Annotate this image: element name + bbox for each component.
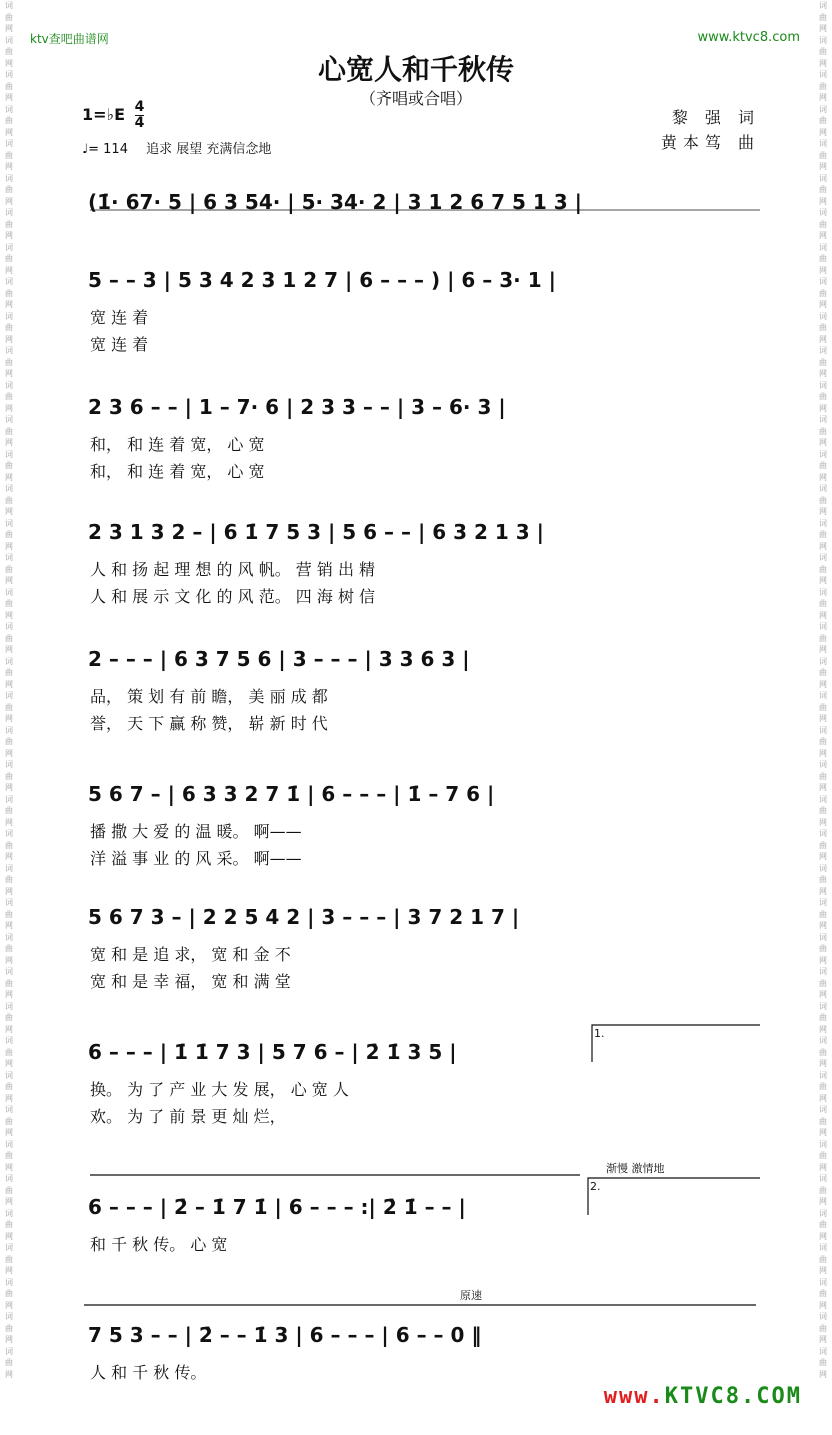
- notation-line-9: 6 – – – | 2̇ – 1̇ 7 1̇ | 6 – – – :| 2̇ 1̇ – – |: [88, 1195, 466, 1219]
- lyric-verse2-line-6: 洋 溢 事 业 的 风 采。 啊——: [90, 849, 302, 868]
- lyric-verse2-line-3: 和， 和 连 着 宽， 心 宽: [90, 462, 265, 481]
- footer-logo-part1: www.: [603, 1384, 665, 1409]
- notation-line-1: (1̇· 67· 5 | 6 3 54· | 5· 34· 2 | 3 1 2 6 7 5 1 3 |: [88, 190, 582, 214]
- site-url-right: www.ktvc8.com: [697, 30, 800, 45]
- lyric-verse1-line-6: 播 撒 大 爱 的 温 暖。 啊——: [90, 822, 302, 841]
- right-watermark-strip: 词曲网词曲网词曲网词曲网词曲网词曲网词曲网词曲网词曲网词曲网词曲网词曲网词曲网词曲网词曲网词曲网词曲网词曲网词曲网词曲网词曲网词曲网词曲网词曲网词曲网词曲网词曲网词曲网词曲网词曲网词曲网词曲网词曲网词曲网词曲网词曲网词曲网词曲网词曲网词曲网: [819, 1, 827, 1379]
- notation-line-4: 2 3 1 3 2 – | 6 1̇ 7 5 3 | 5 6 – – | 6 3 2 1 3 |: [88, 520, 544, 544]
- lyric-verse1-line-3: 和， 和 连 着 宽， 心 宽: [90, 435, 265, 454]
- volta-1-bracket: [592, 1025, 760, 1062]
- volta-2-bracket: [588, 1178, 760, 1215]
- time-sig-bottom: 4: [134, 115, 145, 131]
- lyric-verse2-line-4: 人 和 展 示 文 化 的 风 范。 四 海 树 信: [90, 587, 376, 606]
- lyric-verse2-line-8: 欢。 为 了 前 景 更 灿 烂，: [90, 1107, 286, 1126]
- notation-line-6: 5 6 7 – | 6 3 3 2 7 1̇ | 6 – – – | 1̇ – 7 6 |: [88, 782, 495, 806]
- volta-2-label: 2.: [590, 1180, 601, 1193]
- key-label: 1=♭E: [82, 105, 126, 124]
- lyricist-credit: 黎 强 词: [671, 108, 760, 127]
- lyric-verse1-line-7: 宽 和 是 追 求， 宽 和 金 不: [90, 945, 291, 964]
- a-tempo-marking: 原速: [460, 1289, 482, 1302]
- footer-logo-part2: KTVC8.COM: [664, 1384, 802, 1409]
- lyric-verse1-line-5: 品， 策 划 有 前 瞻， 美 丽 成 都: [90, 687, 328, 706]
- lyric-verse1-line-4: 人 和 扬 起 理 想 的 风 帆。 营 销 出 精: [90, 560, 376, 579]
- rit-marking: 渐慢 激情地: [606, 1162, 665, 1175]
- lyric-verse2-line-2: 宽 连 着: [90, 335, 149, 354]
- composer-credit: 黄本笃 曲: [660, 133, 760, 152]
- lyric-verse1-line-10: 人 和 千 秋 传。: [90, 1363, 207, 1382]
- footer-logo: [604, 1384, 802, 1409]
- expression-marking: 追求 展望 充满信念地: [146, 142, 272, 157]
- left-watermark-strip: 词曲网词曲网词曲网词曲网词曲网词曲网词曲网词曲网词曲网词曲网词曲网词曲网词曲网词曲网词曲网词曲网词曲网词曲网词曲网词曲网词曲网词曲网词曲网词曲网词曲网词曲网词曲网词曲网词曲网词曲网词曲网词曲网词曲网词曲网词曲网词曲网词曲网词曲网词曲网词曲网: [5, 1, 13, 1379]
- notation-line-8: 6 – – – | 1̇ 1̇ 7 3 | 5 7 6 – | 2̇ 1̇ 3 5 |: [88, 1040, 457, 1064]
- lyric-verse1-line-2: 宽 连 着: [90, 308, 149, 327]
- song-title: 心宽人和千秋传: [317, 53, 514, 86]
- notation-line-3: 2 3 6 – – | 1 – 7· 6 | 2 3 3 – – | 3 – 6· 3 |: [88, 395, 506, 419]
- site-name-left: ktv查吧曲谱网: [30, 32, 109, 46]
- lyric-verse1-line-9: 和 千 秋 传。 心 宽: [90, 1235, 228, 1254]
- time-sig-top: 4: [134, 99, 145, 115]
- notation-line-2: 5 – – 3 | 5 3 4 2 3 1 2 7 | 6 – – – ) | 6 – 3· 1 |: [88, 268, 556, 292]
- song-subtitle: （齐唱或合唱）: [359, 89, 472, 108]
- lyric-verse2-line-5: 誉， 天 下 赢 称 赞， 崭 新 时 代: [90, 714, 328, 733]
- lyric-verse1-line-8: 换。 为 了 产 业 大 发 展， 心 宽 人: [90, 1080, 349, 1099]
- notation-line-5: 2 – – – | 6 3 7 5 6 | 3 – – – | 3 3 6 3 |: [88, 647, 470, 671]
- notation-line-7: 5 6 7 3 – | 2 2 5 4 2 | 3 – – – | 3 7 2 1 7 |: [88, 905, 520, 929]
- lyric-verse2-line-7: 宽 和 是 幸 福， 宽 和 满 堂: [90, 972, 291, 991]
- volta-1-label: 1.: [594, 1027, 605, 1040]
- tempo-marking: ♩= 114: [82, 142, 128, 157]
- notation-line-10: 7 5 3 – – | 2̇ – – 1̇ 3 | 6 – – – | 6 – – 0 ‖: [88, 1323, 482, 1347]
